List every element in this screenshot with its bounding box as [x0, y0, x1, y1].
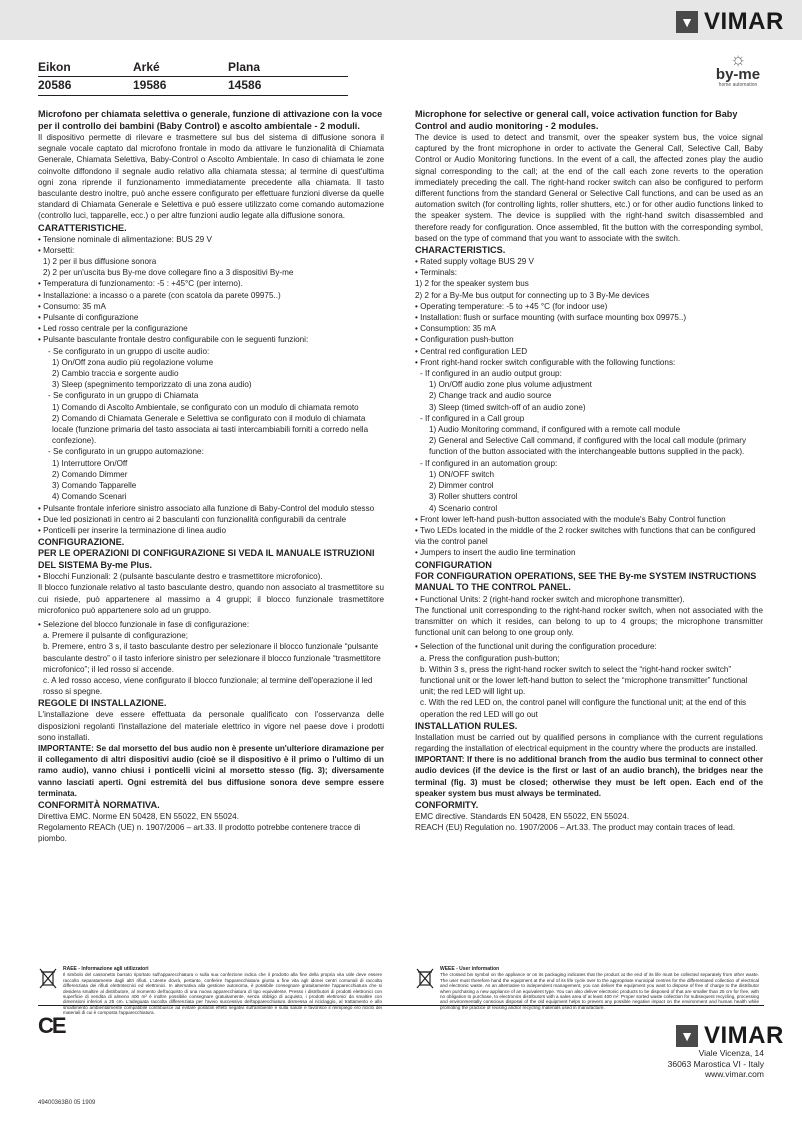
- code-eikon: 20586: [38, 78, 72, 92]
- list-item: • Pulsante di configurazione: [38, 313, 139, 323]
- list-item: 1) Audio Monitoring command, if configured with a remote call module: [429, 425, 681, 435]
- list-item: • Consumption: 35 mA: [415, 324, 496, 334]
- list-item: • Configuration push-button: [415, 335, 514, 345]
- list-item: • Installation: flush or surface mounting (with surface mounting box 09975..): [415, 313, 687, 323]
- byme-hand-icon: ☼: [729, 49, 747, 69]
- list-item: 1) 2 for the speaker system bus: [415, 279, 529, 289]
- list-item: 2) General and Selective Call command, if configured with the local call module (primary function of the button associated with the interchangeable buttons supplied in the pack).: [429, 436, 747, 457]
- weee-notice-en: [415, 967, 759, 1010]
- paragraph: Regolamento REACh (UE) n. 1907/2006 – art.33. Il prodotto potrebbe contenere tracce di piombo.: [38, 823, 361, 844]
- divider: [38, 76, 348, 77]
- vimar-logo-footer: ▼ VIMAR: [676, 1022, 784, 1050]
- paragraph: Installation must be carried out by qualified persons in compliance with the current regulations regarding the installation of electrical equipment in the country where the products are installed.: [415, 732, 763, 753]
- section-title: CHARACTERISTICS.: [415, 245, 506, 256]
- product-series-row: [38, 60, 323, 74]
- section-subtitle: FOR CONFIGURATION OPERATIONS, SEE THE By-me SYSTEM INSTRUCTIONS MANUAL TO THE CONTROL PANEL.: [415, 570, 757, 593]
- list-item: 2) Change track and audio source: [429, 391, 552, 401]
- list-item: b. Premere, entro 3 s, il tasto basculante destro per selezionare il blocco funzionale “pulsante basculante destro” o il tasto inferiore sinistro per selezionare il blocco funzionale “trasmettitore microfonico”; il led rosso si accende.: [43, 642, 381, 674]
- list-item: 2) 2 per un'uscita bus By-me dove collegare fino a 3 dispositivi By-me: [43, 268, 294, 278]
- intro-heading: Microphone for selective or general call, voice activation function for Baby Control and audio monitoring - 2 modules.: [415, 109, 738, 131]
- list-item: 1) Interruttore On/Off: [52, 458, 128, 468]
- paragraph: L'installazione deve essere effettuata da personale qualificato con l'osservanza delle disposizioni regolanti l'installazione del materiale elettrico in vigore nel paese dove i prodotti sono installati.: [38, 710, 384, 742]
- series-plana: Plana: [228, 60, 261, 74]
- byme-logo: ☼ by-me home automation: [708, 50, 768, 88]
- list-item: 1) 2 per il bus diffusione sonora: [43, 257, 157, 267]
- address-street: Viale Vicenza, 14: [698, 1048, 764, 1058]
- list-item: 1) ON/OFF switch: [429, 469, 495, 479]
- list-item: • Terminals:: [415, 268, 457, 278]
- section-title: REGOLE DI INSTALLAZIONE.: [38, 698, 167, 709]
- paragraph: REACH (EU) Regulation no. 1907/2006 – Art.33. The product may contain traces of lead.: [415, 823, 736, 833]
- paragraph: • Selezione del blocco funzionale in fase di configurazione:: [38, 619, 250, 629]
- list-item: 3) Comando Tapparelle: [52, 481, 137, 491]
- english-column: [415, 108, 763, 833]
- list-item: • Consumo: 35 mA: [38, 301, 106, 311]
- intro-heading: Microfono per chiamata selettiva o generale, funzione di attivazione con la voce per il controllo dei bambini (Baby Control) e ascolto ambientale - 2 moduli.: [38, 109, 383, 131]
- list-item: • Two LEDs located in the middle of the 2 rocker switches with functions that can be configured via the control panel: [415, 525, 756, 547]
- paragraph: EMC directive. Standards EN 50428, EN 55022, EN 55024.: [415, 811, 630, 821]
- divider: [38, 95, 348, 96]
- list-item: • Rated supply voltage BUS 29 V: [415, 257, 534, 267]
- section-title: CONFIGURATION: [415, 559, 492, 570]
- list-item: • Front lower left-hand push-button associated with the module's Baby Control function: [415, 514, 726, 524]
- list-item: • Operating temperature: -5 to +45 °C (for indoor use): [415, 301, 608, 311]
- paragraph: Direttiva EMC. Norme EN 50428, EN 55022, EN 55024.: [38, 811, 239, 821]
- product-code-row: [38, 78, 323, 92]
- list-item: - If configured in a Call group: [420, 413, 525, 423]
- description: Il dispositivo permette di rilevare e trasmettere sul bus del sistema di diffusione sonora il segnale vocale captato dal microfono frontale in modo da attivare le funzionalità di Chiamata Generale, Chiamata Selettiva, Baby-Control o Ascolto Ambientale. In caso di chiamata le zone coinvolte diffondono il segnale audio relativo alla chiamata stessa; al termine di quest'ultima ogni zona riprende il funzionamento immediatamente precedente alla chiamata. Il tasto basculante destro inoltre, può anche essere configurato per effettuare funzioni diverse da quelle standard di Chiamata Generale e Selettiva e può essere utilizzato come comando automazione (controllo luci, tapparelle, ecc.) o per altre funzioni audio legate alla diffusione sonora.: [38, 133, 384, 221]
- list-item: - Se configurato in un gruppo di uscite audio:: [48, 346, 210, 356]
- list-item: • Due led posizionati in centro ai 2 basculanti con funzionalità configurabili da centrale: [38, 514, 347, 524]
- list-item: • Tensione nominale di alimentazione: BUS 29 V: [38, 234, 212, 244]
- section-title: INSTALLATION RULES.: [415, 720, 518, 731]
- list-item: • Installazione: a incasso o a parete (con scatola da parete 09975..): [38, 290, 281, 300]
- list-item: 1) On/Off audio zone plus volume adjustment: [429, 380, 592, 390]
- company-address: [668, 1048, 764, 1080]
- list-item: 3) Sleep (timed switch-off of an audio zone): [429, 402, 586, 412]
- weee-title: WEEE - User information: [440, 966, 500, 972]
- italian-column: [38, 108, 384, 845]
- series-arke: Arké: [133, 60, 160, 74]
- section-subtitle: PER LE OPERAZIONI DI CONFIGURAZIONE SI VEDA IL MANUALE ISTRUZIONI DEL SISTEMA By-me Plus.: [38, 548, 375, 570]
- series-eikon: Eikon: [38, 60, 71, 74]
- section-title: CONFORMITY.: [415, 799, 479, 810]
- list-item: 2) 2 for a By-Me bus output for connecting up to 3 By-Me devices: [415, 290, 650, 300]
- paragraph: Il blocco funzionale relativo al tasto basculante destro, quando non associato al trasmettitore su cui risiede, può appartenere al massimo a 4 gruppi; il blocco funzionale trasmettitore microfonico può appartenere solo ad un gruppo.: [38, 583, 384, 615]
- list-item: • Temperatura di funzionamento: -5 : +45°C (per interno).: [38, 279, 243, 289]
- important-note: IMPORTANTE: Se dal morsetto del bus audio non è presente un'ulteriore diramazione per il collegamento di altri dispositivi audio (cioè se il dispositivo è il primo o l'ultimo di un ramo audio), vanno chiusi i ponticelli vicini al morsetto stesso (fig. 3); diversamente vanno lasciati aperti. Ogni estremità del bus diffusione sonora deve sempre essere terminata.: [38, 743, 384, 798]
- weee-title: RAEE - Informazione agli utilizzatori: [63, 966, 149, 972]
- list-item: 1) Comando di Ascolto Ambientale, se configurato con un modulo di chiamata remoto: [52, 402, 359, 412]
- list-item: • Jumpers to insert the audio line termination: [415, 548, 576, 558]
- list-item: a. Premere il pulsante di configurazione;: [43, 631, 188, 641]
- section-title: CARATTERISTICHE.: [38, 222, 127, 233]
- list-item: - If configured in an automation group:: [420, 458, 558, 468]
- weee-text: Il simbolo del cassonetto barrato riportato sull'apparecchiatura o sulla sua confezione indica che il prodotto alla fine della propria vita utile deve essere raccolto separatamente dagli altri rifiuti. L'utente dovrà, pertanto, conferire l'apparecchiatura giunta a fine vita agli idonei centri comunali di raccolta differenziata dei rifiuti elettrotecnici ed elettronici. In alternativa alla gestione autonoma, è possibile consegnare gratuitamente l'apparecchiatura che si desidera smaltire al distributore, al momento dell'acquisto di una nuova apparecchiatura di tipo equivalente. Presso i distributori di prodotti elettronici con superficie di vendita di almeno 400 m² è inoltre possibile consegnare gratuitamente, senza obbligo di acquisto, i prodotti elettronici da smaltire con dimensioni inferiori a 25 cm. L'adeguata raccolta differenziata per l'avvio successivo dell'apparecchiatura dismessa al riciclaggio, al trattamento e allo smaltimento ambientalmente compatibile contribuisce ad evitare possibili effetti negativi sull'ambiente e sulla salute e favorisce il reimpiego e/o riciclo dei materiali di cui è composta l'apparecchiatura.: [63, 972, 382, 1016]
- list-item: - Se configurato in un gruppo automazione:: [48, 447, 204, 457]
- list-item: 4) Scenario control: [429, 503, 498, 513]
- list-item: c. With the red LED on, the control panel will configure the functional unit; at the end of this operation the red LED will go out: [420, 698, 747, 719]
- list-item: - If configured in an audio output group:: [420, 369, 562, 379]
- vimar-logo: ▼ VIMAR: [676, 8, 784, 36]
- list-item: 2) Dimmer control: [429, 481, 494, 491]
- address-city: 36063 Marostica VI - Italy: [667, 1058, 764, 1069]
- list-item: 2) Comando Dimmer: [52, 469, 128, 479]
- list-item: c. A led rosso acceso, viene configurato il blocco funzionale; al termine dell'operazione il led rosso si spegne.: [43, 675, 373, 697]
- website-link[interactable]: www.vimar.com: [704, 1069, 764, 1079]
- crossed-bin-icon: [38, 967, 58, 989]
- weee-text: The crossed bin symbol on the appliance or on its packaging indicates that the product at the end of its life must be collected separately from other waste. The user must therefore hand the equipment at the end of its life cycle over to the appropriate municipal centres for the differentiated collection of electrical and electronic waste. As an alternative to independent management, you can deliver the equipment you want to dispose of free of charge to the distributor when purchasing a new appliance of an equivalent type. You can also deliver electronic products to be disposed of that are smaller than 25 cm for free, with no obligation to purchase, to electronics distributors with a sales area of at least 400 m². Proper sorted waste collection for subsequent recycling, processing and environmentally conscious disposal of the old equipment helps to prevent any possible negative impact on the environment and human health while promoting the practice of reusing and/or recycling materials used in manufacture.: [440, 972, 759, 1010]
- list-item: • Pulsante basculante frontale destro configurabile con le seguenti funzioni:: [38, 335, 309, 345]
- list-item: b. Within 3 s, press the right-hand rocker switch to select the “right-hand rocker switch” functional unit or the lower left-hand button to select the “microphone transmitter” functional unit; the red LED will light up.: [420, 664, 748, 697]
- list-item: - Se configurato in un gruppo di Chiamata: [48, 391, 199, 401]
- paragraph: The functional unit corresponding to the right-hand rocker switch, when not associated with the transmitter on which it resides, can belong to up to 4 groups; the microphone transmitter functional unit can belong to one group only.: [415, 605, 763, 638]
- crossed-bin-icon: [415, 967, 435, 989]
- paragraph: • Functional Units: 2 (right-hand rocker switch and microphone transmitter).: [415, 594, 685, 604]
- section-title: CONFORMITÀ NORMATIVA.: [38, 799, 160, 810]
- document-number: 49400363B0 05 1909: [38, 1100, 96, 1106]
- code-plana: 14586: [228, 78, 262, 92]
- vimar-logo-icon: ▼: [676, 11, 698, 33]
- vimar-logo-icon: ▼: [676, 1025, 698, 1047]
- section-title: CONFIGURAZIONE.: [38, 537, 125, 548]
- list-item: 4) Comando Scenari: [52, 492, 127, 502]
- code-arke: 19586: [133, 78, 167, 92]
- list-item: 1) On/Off zona audio più regolazione volume: [52, 357, 214, 367]
- important-note: IMPORTANT: If there is no additional branch from the audio bus terminal to connect other audio devices (if the device is the first or last of an audio branch), the bridges near the terminal (fig. 3) must be closed; otherwise they must be left open. Each end of the speaker system bus must always be terminated.: [415, 755, 763, 798]
- footer-divider: [38, 1005, 764, 1006]
- list-item: 2) Cambio traccia e sorgente audio: [52, 369, 179, 379]
- list-item: • Front right-hand rocker switch configurable with the following functions:: [415, 357, 676, 367]
- list-item: • Morsetti:: [38, 245, 75, 255]
- ce-mark-icon: CE: [38, 1013, 65, 1038]
- list-item: • Led rosso centrale per la configurazione: [38, 324, 188, 334]
- list-item: • Ponticelli per inserire la terminazione di linea audio: [38, 525, 227, 535]
- list-item: • Central red configuration LED: [415, 346, 528, 356]
- list-item: • Pulsante frontale inferiore sinistro associato alla funzione di Baby-Control del modulo stesso: [38, 503, 375, 513]
- list-item: a. Press the configuration push-button;: [420, 653, 560, 663]
- paragraph: • Selection of the functional unit during the configuration procedure:: [415, 642, 657, 652]
- list-item: 2) Comando di Chiamata Generale e Selettiva se configurato con il modulo di chiamata locale (funzione primaria del tasto associata ai tasti intercambiabili forniti a corredo nella confezione).: [52, 413, 369, 446]
- list-item: 3) Sleep (spegnimento temporizzato di una zona audio): [52, 380, 252, 390]
- weee-notice-it: [38, 967, 382, 1016]
- list-item: 3) Roller shutters control: [429, 492, 518, 502]
- paragraph: • Blocchi Funzionali: 2 (pulsante basculante destro e trasmettitore microfonico).: [38, 572, 323, 582]
- description: The device is used to detect and transmit, over the speaker system bus, the voice signal captured by the front microphone in order to activate the General Call, Selective Call, Baby Control or Audio Monitoring functions. In the event of a call, the affected zones play the audio signal corresponding to the call; at the end of the call each zone reverts to the operation immediately preceding the call. The right-hand rocker switch can also be configured to perform different functions from the standard General or Selective Call functions, and can be used as an automation switch (for controlling lights, roller shutters, etc.) or for other audio functions linked to the speaker system. The device is supplied with the right-hand switch disassembled and therefore ready for configuration. Once assembled, fit the button with the corresponding symbol, based on the type of command that you want to associate with the switch.: [415, 133, 763, 243]
